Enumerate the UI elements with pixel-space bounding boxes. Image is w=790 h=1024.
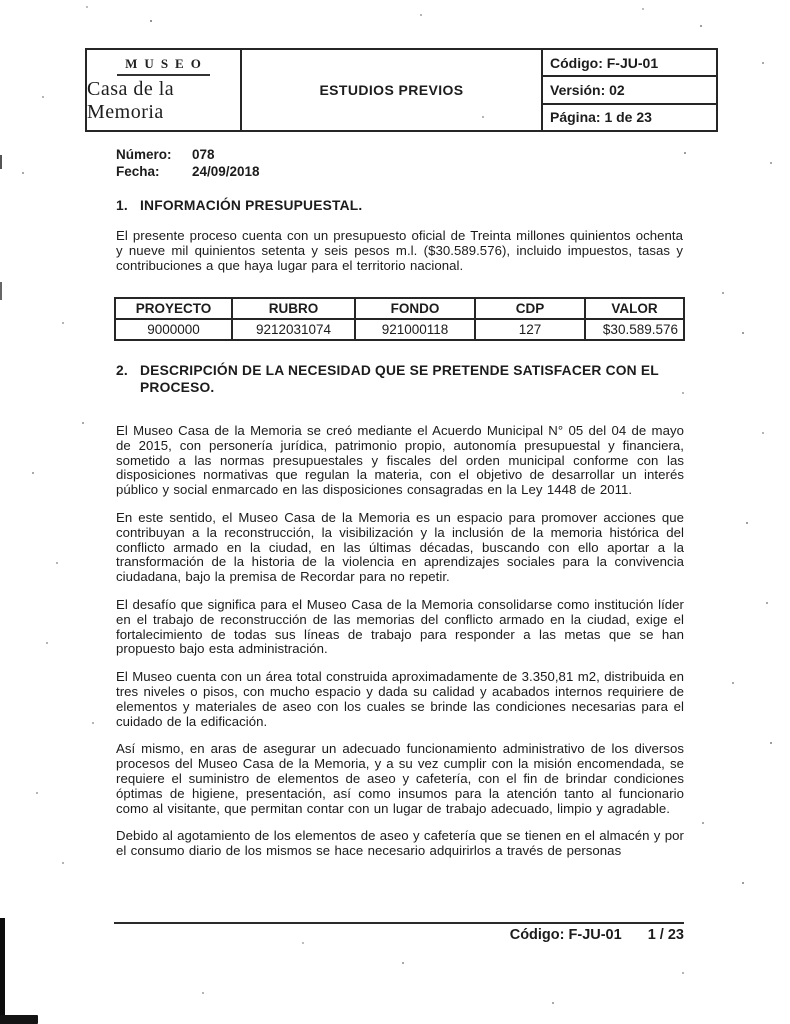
logo-text-casa-memoria: Casa de la Memoria xyxy=(87,78,175,123)
numero-value: 078 xyxy=(192,147,215,162)
document-header xyxy=(85,48,718,132)
meta-fecha xyxy=(116,163,260,180)
budget-table-data-row xyxy=(115,319,684,340)
section2-paragraph-4: El Museo cuenta con un área total construida aproximadamente de 3.350,81 m2, distribuida en tres niveles o pisos, con mucho espacio y dada su calidad y acabados internos requiriere de elementos y materiales de aseo con los cuales se brinde las condiciones necesarias para el cuidado de la edificación. xyxy=(116,669,684,729)
section1-paragraph: El presente proceso cuenta con un presupuesto oficial de Treinta millones quinientos ochenta y nueve mil quinientos setenta y seis pesos m.l. ($30.589.576), incluido impuestos, tasas y contribuciones a que haya lugar para el territorio nacional. xyxy=(116,228,683,273)
section2-paragraph-1: El Museo Casa de la Memoria se creó mediante el Acuerdo Municipal N° 05 del 04 de mayo de 2015, con personería jurídica, patrimonio propio, autonomía presupuestal y financiera, sometido a las normas presupuestales y fiscales del orden municipal conforme con las disposiciones normativas que regulan la materia, con el objetivo de desarrollar un interés público y social enmarcado en las disposiciones consagradas en la Ley 1448 de 2011. xyxy=(116,423,684,498)
section2-title: DESCRIPCIÓN DE LA NECESIDAD QUE SE PRETENDE SATISFACER CON EL PROCESO. xyxy=(140,363,659,395)
document-title: ESTUDIOS PREVIOS xyxy=(242,50,543,130)
budget-cell-rubro: 9212031074 xyxy=(232,319,355,340)
budget-cell-valor: $30.589.576 xyxy=(585,319,684,340)
document-page-number: Página: 1 de 23 xyxy=(550,109,652,126)
fecha-value: 24/09/2018 xyxy=(192,164,260,179)
footer-code: Código: F-JU-01 xyxy=(509,927,622,943)
fecha-label: Fecha: xyxy=(116,164,160,179)
section2-body xyxy=(116,424,684,872)
budget-header-fondo: FONDO xyxy=(355,298,475,319)
section2-paragraph-6: Debido al agotamiento de los elementos de aseo y cafetería que se tienen en el almacén y por el consumo diario de los mismos se hace necesario adquirirlos a través de personas xyxy=(116,828,684,859)
document-meta xyxy=(116,146,260,180)
page-footer xyxy=(114,922,684,943)
budget-table xyxy=(114,297,685,341)
budget-header-cdp: CDP xyxy=(475,298,585,319)
museum-logo xyxy=(87,50,242,130)
section2-paragraph-2: En este sentido, el Museo Casa de la Memoria es un espacio para promover acciones que contribuyan a la reconstrucción, la visibilización y la inclusión de la memoria histórica del conflicto armado en la ciudad, en las últimas décadas, buscando con ello aportar a la transformación de la historia de la violencia en aprendizajes sociales para la convivencia ciudadana, bajo la premisa de Recordar para no repetir. xyxy=(116,509,684,585)
scan-artifact-edge-mark xyxy=(0,155,2,169)
footer-page-number: 1 / 23 xyxy=(647,927,684,943)
numero-label: Número: xyxy=(116,147,172,162)
scan-artifact-corner-blob xyxy=(0,1015,38,1024)
logo-text-museo: MUSEO xyxy=(117,56,210,76)
budget-table-header-row xyxy=(115,298,684,319)
section1-number: 1. xyxy=(116,198,128,213)
section2-paragraph-3: El desafío que significa para el Museo Casa de la Memoria consolidarse como institución líder en el trabajo de reconstrucción de las memorias del conflicto armado en la ciudad, exige el fortalecimiento de todas sus líneas de trabajo para responder a las metas que se han propuesto bajo esta administración. xyxy=(116,596,684,657)
document-code: Código: F-JU-01 xyxy=(543,50,716,77)
section1-heading xyxy=(116,197,686,214)
budget-header-rubro: RUBRO xyxy=(232,298,355,319)
budget-header-valor: VALOR xyxy=(585,298,684,319)
meta-numero xyxy=(116,146,260,163)
section2-heading xyxy=(116,362,686,396)
budget-cell-fondo: 921000118 xyxy=(355,319,475,340)
section1-title: INFORMACIÓN PRESUPUESTAL. xyxy=(140,198,363,213)
budget-cell-cdp: 127 xyxy=(475,319,585,340)
document-version: Versión: 02 xyxy=(543,77,716,104)
scan-artifact-edge-mark xyxy=(0,282,2,300)
budget-cell-proyecto: 9000000 xyxy=(115,319,232,340)
section2-number: 2. xyxy=(116,363,128,378)
section2-paragraph-5: Así mismo, en aras de asegurar un adecuado funcionamiento administrativo de los diversos procesos del Museo Casa de la Memoria, y a su vez cumplir con la misión encomendada, se requiere el suministro de elementos de aseo y cafetería, con el fin de brindar condiciones óptimas de higiene, presentación, así como insumos para la atención tanto al funcionario como al visitante, que permitan contar con un lugar de trabajo adecuado, limpio y agradable. xyxy=(116,741,684,816)
budget-header-proyecto: PROYECTO xyxy=(115,298,232,319)
scan-noise-speckles xyxy=(0,0,2,2)
document-info-box xyxy=(543,50,716,130)
scan-artifact-left-bar xyxy=(0,918,5,1024)
